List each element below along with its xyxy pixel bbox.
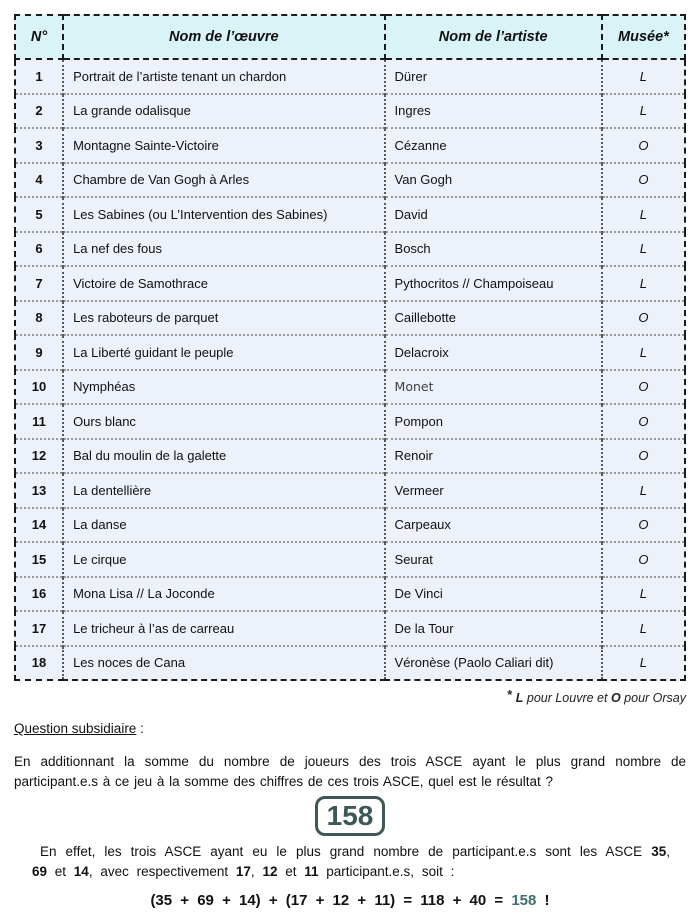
header-artist: Nom de l’artiste	[385, 15, 602, 59]
header-row	[15, 15, 685, 59]
cell-artwork: Bal du moulin de la galette	[63, 439, 384, 474]
cell-artwork: La dentellière	[63, 473, 384, 508]
explanation-bold-number: 14	[73, 864, 89, 879]
cell-artwork: Portrait de l’artiste tenant un chardon	[63, 59, 384, 94]
cell-artwork: La Liberté guidant le peuple	[63, 335, 384, 370]
table-row	[15, 163, 685, 198]
header-artwork: Nom de l’œuvre	[63, 15, 384, 59]
table-row	[15, 335, 685, 370]
table-row	[15, 404, 685, 439]
cell-artwork: La grande odalisque	[63, 94, 384, 129]
explanation-segment: ,	[666, 844, 670, 859]
cell-artist: Monet	[385, 370, 602, 405]
cell-number: 2	[15, 94, 63, 129]
answer-container	[14, 796, 686, 836]
cell-artist: Seurat	[385, 542, 602, 577]
cell-number: 4	[15, 163, 63, 198]
cell-artwork: Le tricheur à l’as de carreau	[63, 611, 384, 646]
cell-artist: Pompon	[385, 404, 602, 439]
cell-artist: Pythocritos // Champoiseau	[385, 266, 602, 301]
cell-artist: Carpeaux	[385, 508, 602, 543]
cell-artist: Renoir	[385, 439, 602, 474]
cell-number: 12	[15, 439, 63, 474]
explanation-bold-number: 69	[32, 864, 48, 879]
cell-artwork: Ours blanc	[63, 404, 384, 439]
cell-artist: Ingres	[385, 94, 602, 129]
cell-artwork: Montagne Sainte-Victoire	[63, 128, 384, 163]
cell-museum: O	[602, 370, 685, 405]
cell-museum: L	[602, 646, 685, 681]
cell-artwork: Mona Lisa // La Joconde	[63, 577, 384, 612]
explanation-segment: En effet, les trois ASCE ayant eu le plus grand nombre de participant.e.s sont les ASCE	[40, 844, 652, 859]
table-row	[15, 542, 685, 577]
cell-number: 6	[15, 232, 63, 267]
cell-artist: Vermeer	[385, 473, 602, 508]
cell-number: 5	[15, 197, 63, 232]
cell-museum: O	[602, 542, 685, 577]
cell-artist: Cézanne	[385, 128, 602, 163]
cell-number: 8	[15, 301, 63, 336]
question-heading	[14, 721, 686, 736]
explanation-bold-number: 12	[262, 864, 278, 879]
table-row	[15, 266, 685, 301]
cell-artist: Van Gogh	[385, 163, 602, 198]
explanation-text	[32, 842, 670, 882]
table-row	[15, 439, 685, 474]
cell-museum: L	[602, 232, 685, 267]
cell-artwork: Le cirque	[63, 542, 384, 577]
cell-number: 11	[15, 404, 63, 439]
cell-artist: De la Tour	[385, 611, 602, 646]
legend-text-2: pour Orsay	[620, 691, 686, 705]
legend-l: L	[515, 691, 524, 705]
explanation-segment: , avec respectivement	[88, 864, 236, 879]
cell-museum: L	[602, 197, 685, 232]
equation-result: 158	[511, 892, 537, 909]
equation-exclamation: !	[536, 892, 550, 909]
cell-artwork: Les noces de Cana	[63, 646, 384, 681]
legend-o: O	[610, 691, 621, 705]
cell-artist: De Vinci	[385, 577, 602, 612]
cell-artist: Delacroix	[385, 335, 602, 370]
legend-text-1: pour Louvre et	[523, 691, 611, 705]
table-row	[15, 128, 685, 163]
equation-main: (35 + 69 + 14) + (17 + 12 + 11) = 118 + 40 =	[150, 892, 512, 909]
table-row	[15, 577, 685, 612]
question-text: En additionnant la somme du nombre de joueurs des trois ASCE ayant le plus grand nombre de participant.e.s à ce jeu à la somme des chiffres de ces trois ASCE, quel est le résultat ?	[14, 754, 686, 789]
explanation-segment: et	[47, 864, 74, 879]
cell-number: 7	[15, 266, 63, 301]
cell-number: 16	[15, 577, 63, 612]
cell-artwork: La nef des fous	[63, 232, 384, 267]
question-heading-label: Question subsidiaire	[14, 721, 137, 736]
cell-artwork: Les Sabines (ou L’Intervention des Sabines)	[63, 197, 384, 232]
table-row	[15, 646, 685, 681]
cell-museum: O	[602, 128, 685, 163]
cell-museum: L	[602, 59, 685, 94]
equation-line	[14, 892, 686, 909]
cell-artist: Véronèse (Paolo Caliari dit)	[385, 646, 602, 681]
museum-legend	[14, 688, 686, 705]
cell-museum: O	[602, 439, 685, 474]
cell-artwork: La danse	[63, 508, 384, 543]
header-museum: Musée*	[602, 15, 685, 59]
answer-value: 158	[315, 796, 386, 836]
cell-artist: Dürer	[385, 59, 602, 94]
cell-artwork: Nymphéas	[63, 370, 384, 405]
table-body	[15, 59, 685, 680]
cell-number: 14	[15, 508, 63, 543]
cell-museum: L	[602, 94, 685, 129]
cell-artwork: Chambre de Van Gogh à Arles	[63, 163, 384, 198]
cell-artwork: Victoire de Samothrace	[63, 266, 384, 301]
cell-museum: L	[602, 577, 685, 612]
table-row	[15, 611, 685, 646]
cell-number: 10	[15, 370, 63, 405]
table-row	[15, 508, 685, 543]
asterisk: *	[507, 688, 516, 702]
cell-museum: O	[602, 404, 685, 439]
explanation-segment: et	[277, 864, 305, 879]
cell-artist: Bosch	[385, 232, 602, 267]
cell-museum: L	[602, 266, 685, 301]
cell-artist: David	[385, 197, 602, 232]
cell-number: 3	[15, 128, 63, 163]
cell-number: 9	[15, 335, 63, 370]
cell-museum: L	[602, 335, 685, 370]
cell-number: 1	[15, 59, 63, 94]
explanation-segment: participant.e.s, soit :	[318, 864, 455, 879]
table-row	[15, 370, 685, 405]
header-number: N°	[15, 15, 63, 59]
table-row	[15, 473, 685, 508]
cell-museum: L	[602, 473, 685, 508]
explanation-segment: ,	[250, 864, 263, 879]
table-row	[15, 232, 685, 267]
cell-artwork: Les raboteurs de parquet	[63, 301, 384, 336]
cell-museum: O	[602, 301, 685, 336]
cell-number: 15	[15, 542, 63, 577]
table-header	[15, 15, 685, 59]
explanation-bold-number: 11	[304, 864, 319, 879]
table-row	[15, 59, 685, 94]
cell-museum: O	[602, 508, 685, 543]
explanation-bold-number: 17	[235, 864, 251, 879]
cell-number: 17	[15, 611, 63, 646]
cell-museum: O	[602, 163, 685, 198]
cell-number: 13	[15, 473, 63, 508]
cell-museum: L	[602, 611, 685, 646]
explanation-bold-number: 35	[651, 844, 667, 859]
cell-artist: Caillebotte	[385, 301, 602, 336]
table-row	[15, 301, 685, 336]
cell-number: 18	[15, 646, 63, 681]
artworks-table	[14, 14, 686, 681]
table-row	[15, 197, 685, 232]
table-row	[15, 94, 685, 129]
question-heading-colon: :	[136, 721, 144, 736]
